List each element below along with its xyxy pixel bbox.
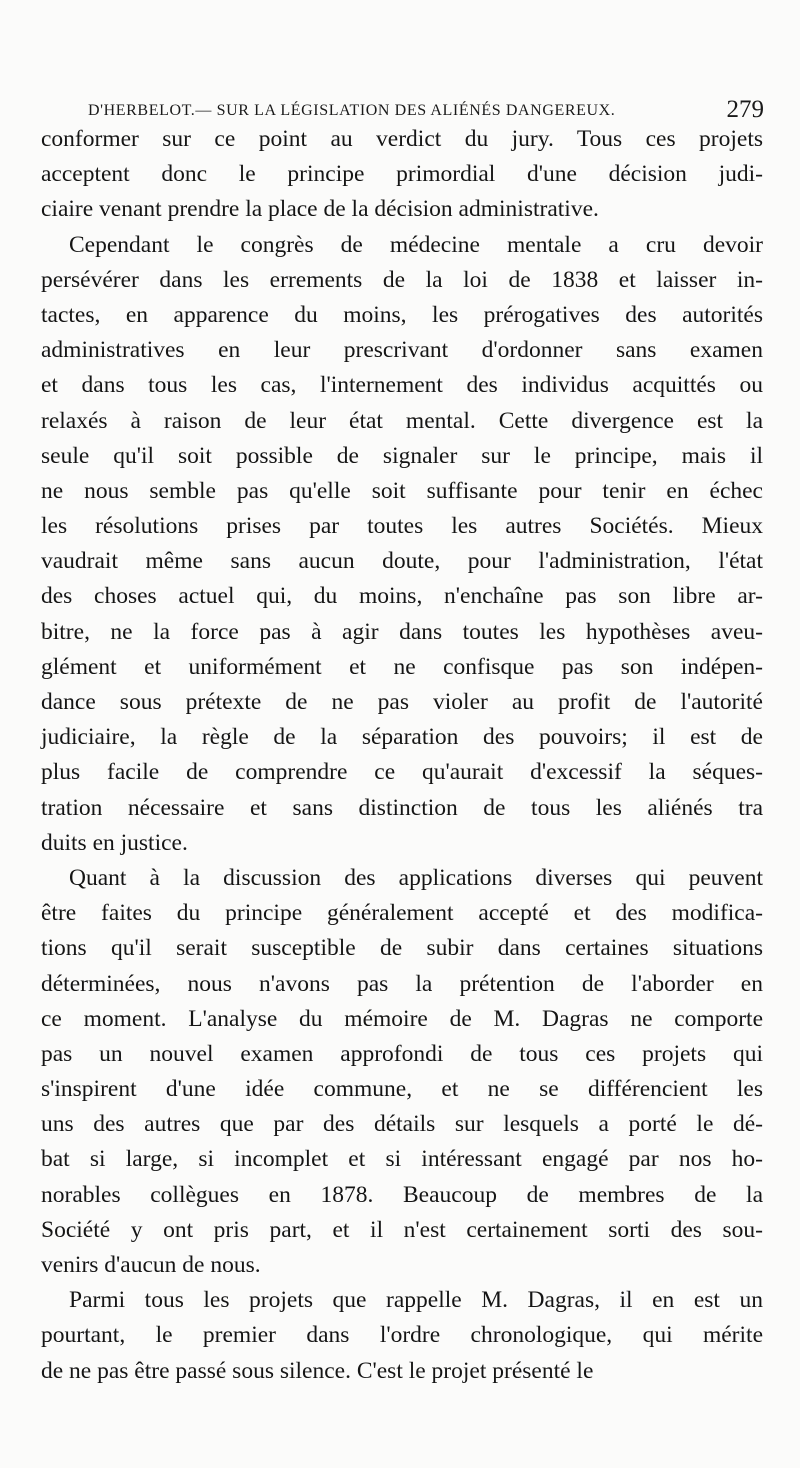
text-line: des choses actuel qui, du moins, n'enchaîne pas son libre ar- [41, 583, 763, 610]
paragraph-first-line: Quant à la discussion des applications diverses qui peuvent [69, 864, 763, 891]
paragraph-first-line: Cependant le congrès de médecine mentale a cru devoir [69, 231, 763, 258]
text-line: ce moment. L'analyse du mémoire de M. Dagras ne comporte [41, 1005, 763, 1032]
text-line: ciaire venant prendre la place de la décision administrative. [41, 196, 599, 223]
text-line: bitre, ne la force pas à agir dans toutes les hypothèses aveu- [41, 618, 763, 645]
text-line: tions qu'il serait susceptible de subir dans certaines situations [41, 935, 763, 962]
text-line: ne nous semble pas qu'elle soit suffisante pour tenir en échec [41, 477, 763, 504]
running-title: D'HERBELOT.— SUR LA LÉGISLATION DES ALIÉNÉS DANGEREUX. [88, 102, 616, 119]
text-line: norables collègues en 1878. Beaucoup de membres de la [41, 1181, 763, 1208]
paragraph-first-line: conformer sur ce point au verdict du jury. Tous ces projets [41, 126, 763, 152]
text-line: glément et uniformément et ne confisque pas son indépen- [41, 653, 763, 680]
text-line: acceptent donc le principe primordial d'une décision judi- [41, 161, 763, 188]
page-number: 279 [726, 96, 764, 123]
text-line: dance sous prétexte de ne pas violer au profit de l'autorité [41, 689, 763, 715]
text-line: tration nécessaire et sans distinction de tous les aliénés tra [41, 794, 763, 821]
text-line: seule qu'il soit possible de signaler sur le principe, mais il [41, 442, 763, 469]
text-line: Société y ont pris part, et il n'est certainement sorti des sou- [41, 1216, 763, 1243]
paragraph-first-line: Parmi tous les projets que rappelle M. Dagras, il en est un [69, 1287, 763, 1314]
text-line: vaudrait même sans aucun doute, pour l'administration, l'état [41, 548, 763, 575]
text-line: les résolutions prises par toutes les autres Sociétés. Mieux [41, 513, 763, 540]
text-line: tactes, en apparence du moins, les prérogatives des autorités [41, 301, 763, 328]
body-text [41, 122, 763, 1389]
text-line: duits en justice. [41, 829, 188, 856]
text-line: plus facile de comprendre ce qu'aurait d'excessif la séques- [41, 759, 763, 786]
text-line: uns des autres que par des détails sur lesquels a porté le dé- [41, 1111, 763, 1138]
text-line: relaxés à raison de leur état mental. Cette divergence est la [41, 407, 763, 434]
text-line: bat si large, si incomplet et si intéressant engagé par nos ho- [41, 1146, 763, 1173]
text-line: déterminées, nous n'avons pas la prétention de l'aborder en [41, 970, 763, 997]
text-line: de ne pas être passé sous silence. C'est le projet présenté le [41, 1357, 594, 1384]
text-line: pas un nouvel examen approfondi de tous ces projets qui [41, 1040, 763, 1067]
text-line: judiciaire, la règle de la séparation des pouvoirs; il est de [41, 724, 763, 751]
text-line: être faites du principe généralement accepté et des modifica- [41, 900, 763, 927]
text-line: s'inspirent d'une idée commune, et ne se différencient les [41, 1076, 763, 1103]
text-line: venirs d'aucun de nous. [41, 1252, 261, 1278]
text-line: et dans tous les cas, l'internement des individus acquittés ou [41, 372, 763, 399]
text-line: pourtant, le premier dans l'ordre chronologique, qui mérite [41, 1322, 763, 1349]
text-line: persévérer dans les errements de la loi de 1838 et laisser in- [41, 266, 763, 293]
text-line: administratives en leur prescrivant d'ordonner sans examen [41, 337, 763, 364]
